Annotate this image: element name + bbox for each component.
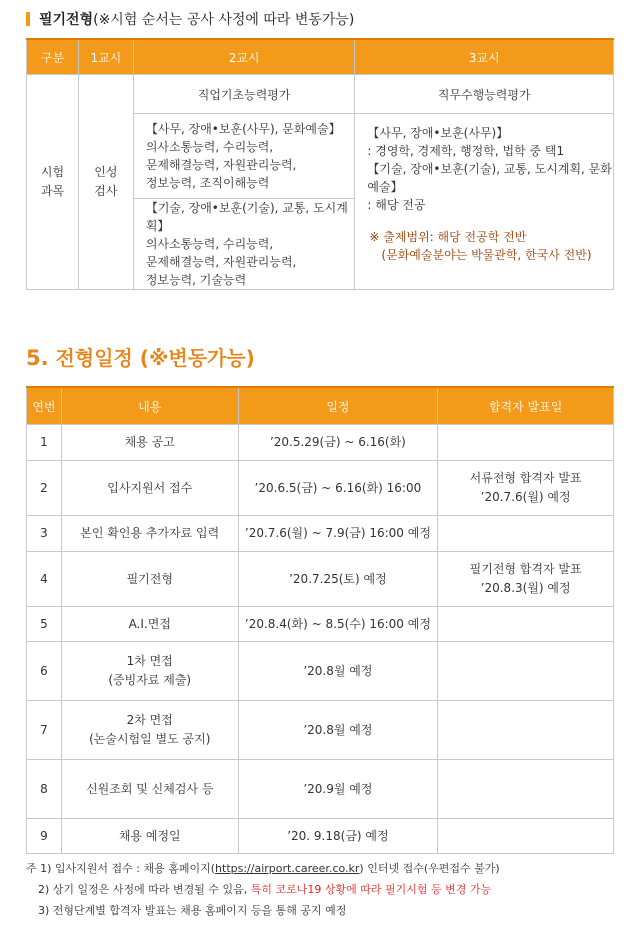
row-announce bbox=[438, 642, 614, 701]
row-number: 7 bbox=[27, 701, 62, 760]
exam-subject-table bbox=[26, 38, 614, 290]
row-announce bbox=[438, 607, 614, 642]
row-announce-line: 서류전형 합격자 발표 bbox=[469, 471, 582, 485]
row-content-line: 필기전형 bbox=[126, 571, 173, 586]
row-number: 9 bbox=[27, 819, 62, 854]
title-bar-marker bbox=[26, 12, 30, 26]
row-content-line: (증빙자료 제출) bbox=[108, 673, 192, 687]
exam-row-label-line: 과목 bbox=[40, 184, 65, 198]
schedule-header-date: 일정 bbox=[238, 387, 438, 425]
row-number: 1 bbox=[27, 425, 62, 461]
section-title-main: 필기전형 bbox=[39, 12, 94, 28]
row-content-line: 1차 면접 bbox=[126, 654, 173, 668]
period2-title: 직업기초능력평가 bbox=[133, 75, 355, 114]
schedule-row bbox=[27, 760, 614, 819]
row-content-line: 본인 확인용 추가자료 입력 bbox=[80, 526, 220, 540]
footnote-2-highlight: 특히 코로나19 상황에 따라 필기시험 등 변경 가능 bbox=[250, 883, 492, 896]
row-date: ’20. 9.18(금) 예정 bbox=[238, 819, 438, 854]
exam-header-category: 구분 bbox=[27, 39, 79, 75]
period3-line: 【기술, 장애•보훈(기술), 교통, 도시계획, 문화예술】 bbox=[367, 162, 612, 194]
row-number: 2 bbox=[27, 461, 62, 516]
period3-title: 직무수행능력평가 bbox=[355, 75, 614, 114]
row-content bbox=[61, 461, 238, 516]
row-announce bbox=[438, 760, 614, 819]
schedule-row bbox=[27, 425, 614, 461]
schedule-row bbox=[27, 642, 614, 701]
row-announce-line: ’20.8.3(월) 예정 bbox=[480, 581, 571, 595]
row-content-line: A.I.면접 bbox=[128, 616, 171, 631]
row-announce bbox=[438, 461, 614, 516]
row-number: 3 bbox=[27, 516, 62, 552]
row-content bbox=[61, 819, 238, 854]
schedule-row bbox=[27, 607, 614, 642]
schedule-row bbox=[27, 461, 614, 516]
row-date: ’20.8월 예정 bbox=[238, 642, 438, 701]
period1-cell bbox=[78, 75, 133, 290]
row-number: 4 bbox=[27, 552, 62, 607]
period3-block bbox=[355, 114, 614, 290]
period2-tech-line: 【기술, 장애•보훈(기술), 교통, 도시계획】 bbox=[145, 201, 348, 233]
exam-header-period1: 1교시 bbox=[78, 39, 133, 75]
row-announce bbox=[438, 819, 614, 854]
career-site-link[interactable]: https://airport.career.co.kr bbox=[215, 862, 360, 875]
period2-office-line: 정보능력, 조직이해능력 bbox=[145, 176, 270, 190]
schedule-table bbox=[26, 386, 614, 854]
row-announce bbox=[438, 552, 614, 607]
row-content bbox=[61, 760, 238, 819]
row-number: 8 bbox=[27, 760, 62, 819]
schedule-row bbox=[27, 701, 614, 760]
footnote-1-tail: ) 인터넷 접수(우편접수 불가) bbox=[359, 862, 500, 875]
period2-tech-line: 문제해결능력, 자원관리능력, bbox=[145, 255, 297, 269]
schedule-heading-text: 전형일정 (※변동가능) bbox=[48, 346, 255, 370]
schedule-body bbox=[27, 425, 614, 854]
row-announce-line: 필기전형 합격자 발표 bbox=[469, 562, 582, 576]
row-announce bbox=[438, 516, 614, 552]
exam-header-period3: 3교시 bbox=[355, 39, 614, 75]
row-date: ’20.6.5(금) ~ 6.16(화) 16:00 bbox=[238, 461, 438, 516]
exam-header-period2: 2교시 bbox=[133, 39, 355, 75]
row-content bbox=[61, 607, 238, 642]
footnote-3: 3) 전형단계별 합격자 발표는 채용 홈페이지 등을 통해 공지 예정 bbox=[38, 904, 347, 917]
period2-tech-line: 의사소통능력, 수리능력, bbox=[145, 237, 274, 251]
schedule-header-content: 내용 bbox=[61, 387, 238, 425]
row-announce bbox=[438, 701, 614, 760]
period2-tech-line: 정보능력, 기술능력 bbox=[145, 273, 247, 287]
schedule-row bbox=[27, 819, 614, 854]
row-content bbox=[61, 552, 238, 607]
period2-office-line: 문제해결능력, 자원관리능력, bbox=[145, 158, 297, 172]
row-content bbox=[61, 425, 238, 461]
row-date: ’20.7.25(토) 예정 bbox=[238, 552, 438, 607]
period3-line: 【사무, 장애•보훈(사무)】 bbox=[367, 126, 509, 140]
row-content-line: 신원조회 및 신체검사 등 bbox=[86, 781, 214, 796]
period2-office-line: 의사소통능력, 수리능력, bbox=[145, 140, 274, 154]
schedule-heading-number: 5. bbox=[26, 346, 49, 370]
period3-warning bbox=[367, 228, 613, 264]
row-content bbox=[61, 516, 238, 552]
exam-row-label bbox=[27, 75, 79, 290]
section-title-note: (※시험 순서는 공사 사정에 따라 변동가능) bbox=[93, 12, 355, 28]
row-announce-line: ’20.7.6(월) 예정 bbox=[480, 490, 571, 504]
schedule-header-no: 연번 bbox=[27, 387, 62, 425]
row-content-line: 채용 공고 bbox=[124, 435, 175, 449]
row-content-line: 채용 예정일 bbox=[118, 828, 181, 843]
exam-row-label-line: 시험 bbox=[40, 165, 65, 179]
schedule-header-announce: 합격자 발표일 bbox=[438, 387, 614, 425]
schedule-row bbox=[27, 516, 614, 552]
period2-office-line: 【사무, 장애•보훈(사무), 문화예술】 bbox=[145, 122, 341, 136]
footnote-1 bbox=[26, 858, 500, 879]
row-date: ’20.8월 예정 bbox=[238, 701, 438, 760]
row-date: ’20.7.6(월) ~ 7.9(금) 16:00 예정 bbox=[238, 516, 438, 552]
schedule-row bbox=[27, 552, 614, 607]
footnotes bbox=[26, 858, 500, 921]
period1-line: 인성 bbox=[94, 165, 118, 179]
footnote-2-text: 2) 상기 일정은 사정에 따라 변경될 수 있음, bbox=[38, 883, 251, 896]
row-announce bbox=[438, 425, 614, 461]
row-content-line: (논술시험일 별도 공지) bbox=[89, 732, 211, 746]
row-number: 5 bbox=[27, 607, 62, 642]
row-date: ’20.9월 예정 bbox=[238, 760, 438, 819]
footnote-2 bbox=[26, 879, 500, 900]
schedule-heading bbox=[26, 342, 255, 371]
period3-warning-line: (문화예술분야는 박물관학, 한국사 전반) bbox=[381, 248, 592, 262]
period3-warning-line: ※ 출제범위: 해당 전공학 전반 bbox=[369, 230, 527, 244]
section-title bbox=[26, 9, 354, 29]
period3-line: : 경영학, 경제학, 행정학, 법학 중 택1 bbox=[367, 144, 565, 158]
period2-block-tech bbox=[133, 199, 355, 290]
period2-block-office bbox=[133, 114, 355, 199]
row-date: ’20.8.4(화) ~ 8.5(수) 16:00 예정 bbox=[238, 607, 438, 642]
row-date: ’20.5.29(금) ~ 6.16(화) bbox=[238, 425, 438, 461]
period1-line: 검사 bbox=[94, 184, 118, 198]
row-number: 6 bbox=[27, 642, 62, 701]
period3-line: : 해당 전공 bbox=[367, 198, 426, 212]
row-content-line: 입사지원서 접수 bbox=[107, 480, 193, 495]
footnote-1-text: 주 1) 입사지원서 접수 : 채용 홈페이지( bbox=[26, 862, 216, 875]
row-content bbox=[61, 642, 238, 701]
row-content bbox=[61, 701, 238, 760]
row-content-line: 2차 면접 bbox=[126, 713, 173, 727]
